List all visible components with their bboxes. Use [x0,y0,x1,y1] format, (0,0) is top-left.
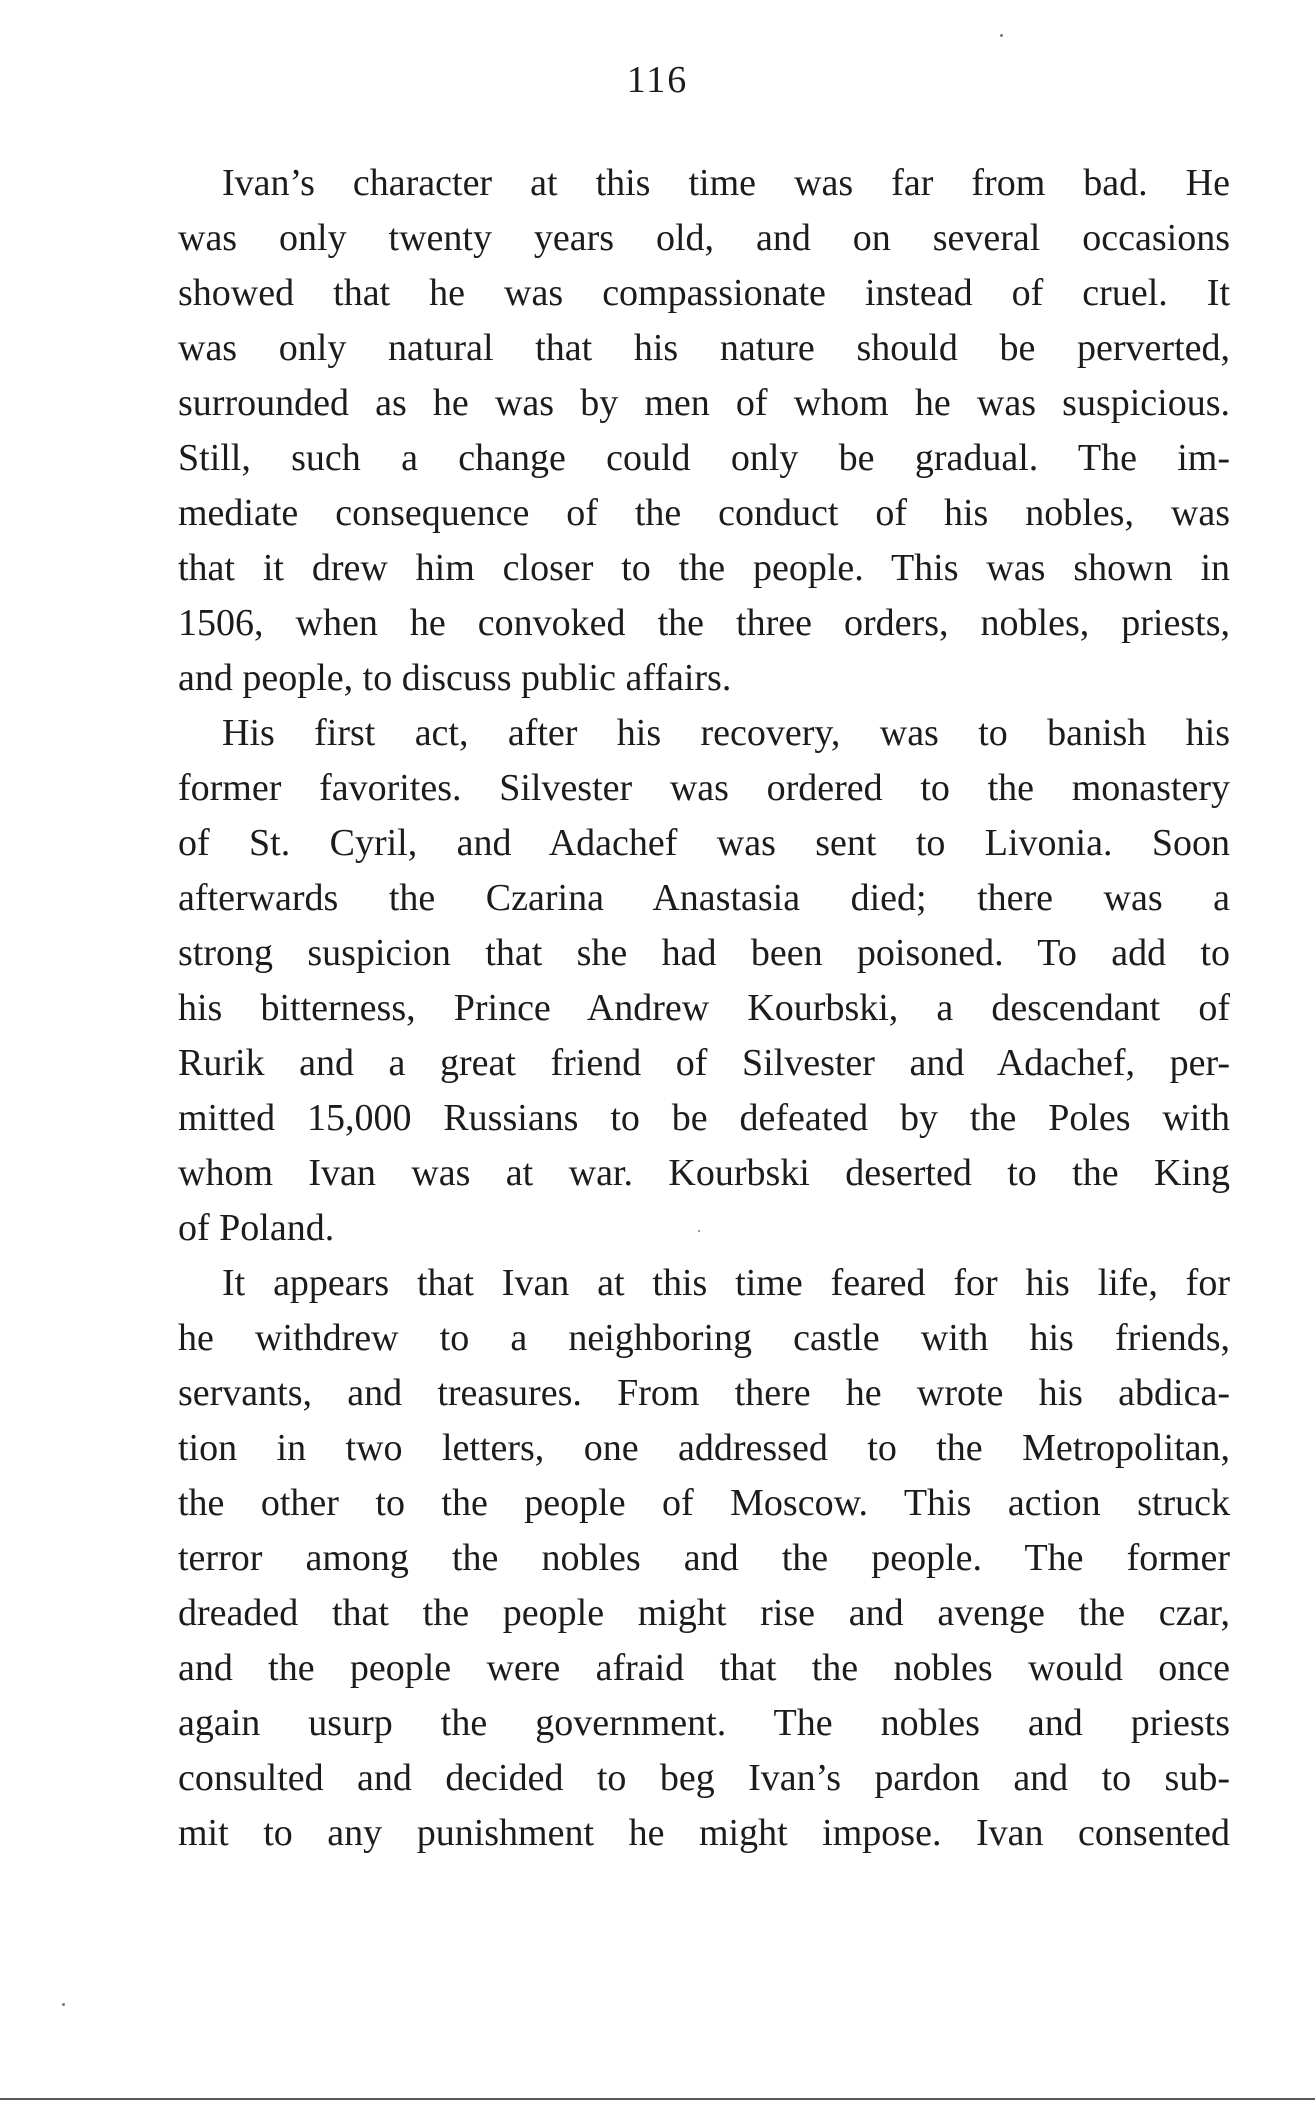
print-speck [1000,34,1003,37]
text-line: His first act, after his recovery, was to banish his [222,712,1230,754]
text-line: mitted 15,000 Russians to be defeated by the Poles with [178,1097,1230,1139]
text-line: dreaded that the people might rise and avenge the czar, [178,1592,1230,1634]
text-line: and the people were afraid that the nobles would once [178,1647,1230,1689]
text-line: Still, such a change could only be gradual. The im- [178,437,1230,479]
text-line: strong suspicion that she had been poisoned. To add to [178,932,1230,974]
text-line: that it drew him closer to the people. This was shown in [178,547,1230,589]
text-line: and people, to discuss public affairs. [178,657,732,699]
text-line: terror among the nobles and the people. The former [178,1537,1230,1579]
text-line: It appears that Ivan at this time feared for his life, for [222,1262,1230,1304]
text-line: of St. Cyril, and Adachef was sent to Livonia. Soon [178,822,1230,864]
text-line: again usurp the government. The nobles and priests [178,1702,1230,1744]
text-line: showed that he was compassionate instead of cruel. It [178,272,1230,314]
print-speck [62,2003,65,2006]
text-line: mediate consequence of the conduct of his nobles, was [178,492,1230,534]
text-line: surrounded as he was by men of whom he was suspicious. [178,382,1230,424]
text-line: he withdrew to a neighboring castle with his friends, [178,1317,1230,1359]
text-line: Ivan’s character at this time was far from bad. He [222,162,1230,204]
text-line: consulted and decided to beg Ivan’s pardon and to sub- [178,1757,1230,1799]
text-line: Rurik and a great friend of Silvester and Adachef, per- [178,1042,1230,1084]
page-number: 116 [626,59,689,101]
text-line: servants, and treasures. From there he wrote his abdica- [178,1372,1230,1414]
text-line: afterwards the Czarina Anastasia died; there was a [178,877,1230,919]
text-line: was only natural that his nature should be perverted, [178,327,1230,369]
text-line: 1506, when he convoked the three orders, nobles, priests, [178,602,1230,644]
text-line: the other to the people of Moscow. This action struck [178,1482,1230,1524]
text-line: former favorites. Silvester was ordered to the monastery [178,767,1230,809]
body-text [178,156,1230,1861]
text-line: of Poland. [178,1207,335,1249]
page-bottom-rule [0,2098,1315,2100]
text-line: was only twenty years old, and on several occasions [178,217,1230,259]
text-line: his bitterness, Prince Andrew Kourbski, a descendant of [178,987,1230,1029]
text-line: whom Ivan was at war. Kourbski deserted to the King [178,1152,1230,1194]
print-speck [698,1230,700,1232]
text-line: mit to any punishment he might impose. Ivan consented [178,1812,1230,1854]
text-line: tion in two letters, one addressed to the Metropolitan, [178,1427,1230,1469]
